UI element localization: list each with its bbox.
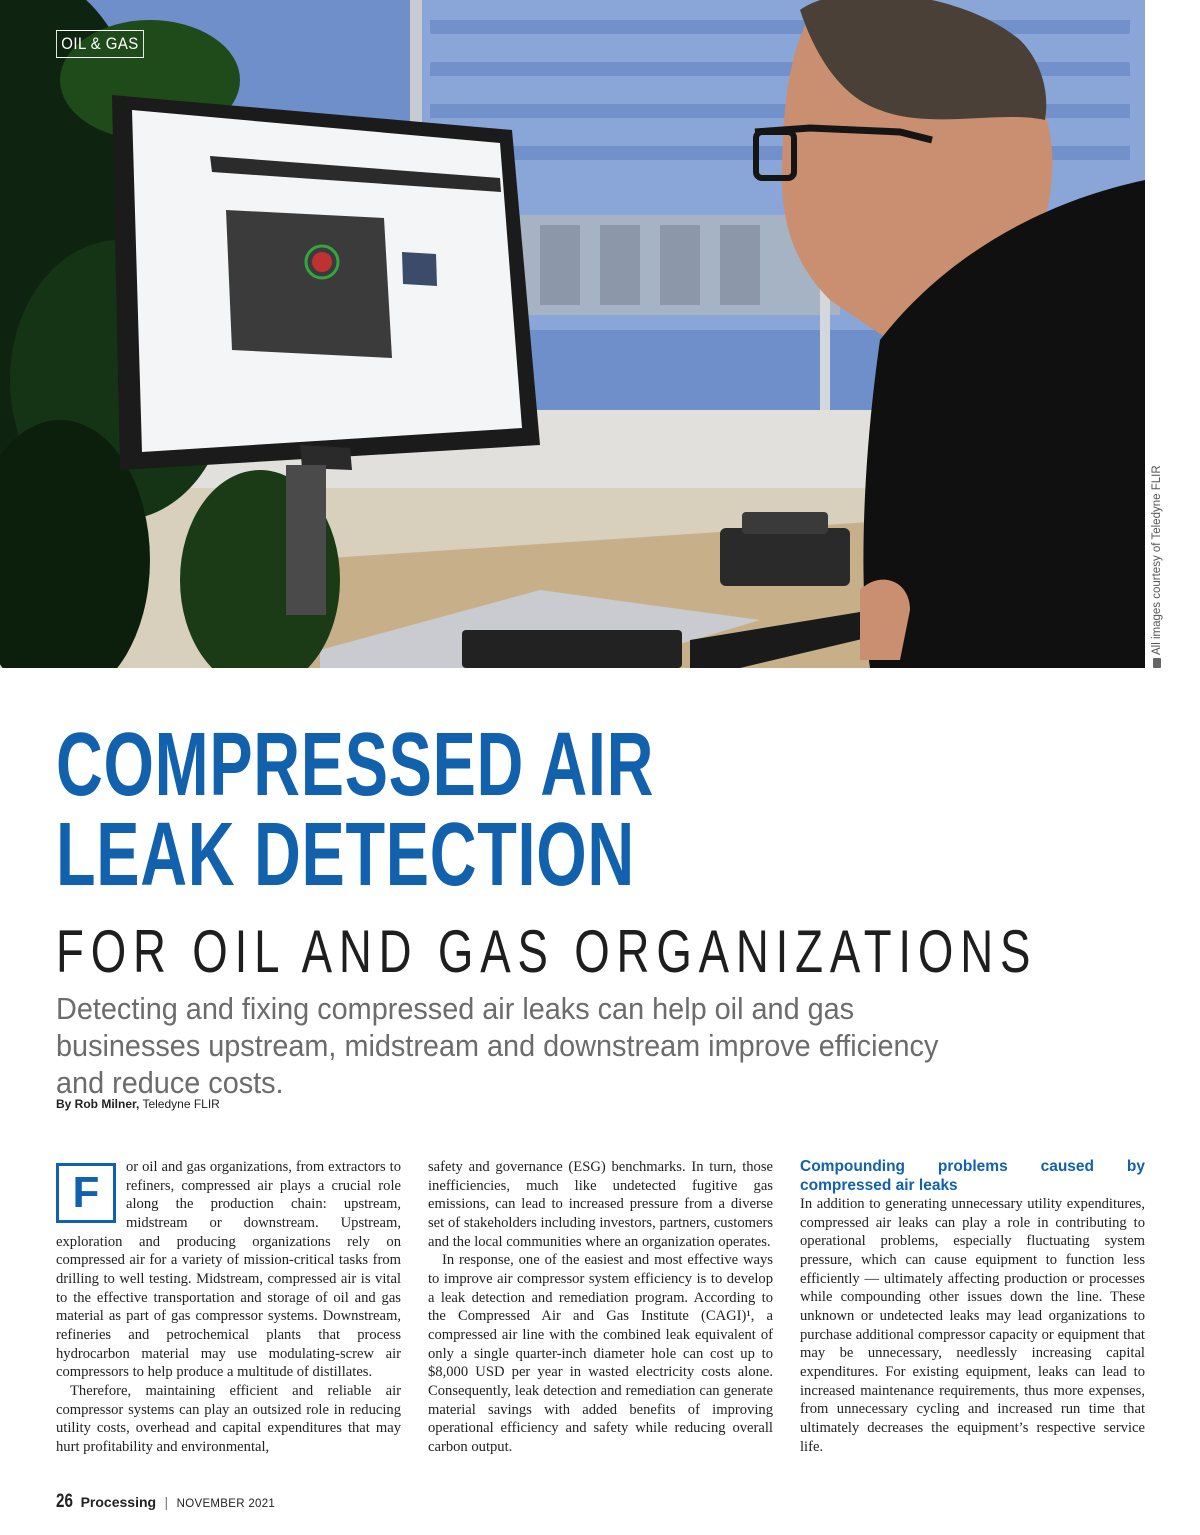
col1-paragraph-2: Therefore, maintaining efficient and reliable air compressor systems can play an outsized role in reducing utility costs, overhead and capital expenditures that may hurt profitability and environmental, [56, 1382, 401, 1455]
issue-date: NOVEMBER 2021 [176, 1498, 276, 1510]
office-scene-illustration [0, 0, 1145, 668]
byline-company: Teledyne FLIR [142, 1097, 220, 1111]
byline [56, 1097, 220, 1111]
col2-paragraph-1: safety and governance (ESG) benchmarks. In turn, those inefficiencies, much like undetected fugitive gas emissions, can lead to increased pressure from a diverse set of stakeholders including investors, partners, customers and the local communities where an organization operates. [428, 1159, 773, 1250]
section-heading: Compounding problems caused by compressed air leaks [800, 1158, 1145, 1194]
body-column-1 [56, 1158, 401, 1457]
headline-line-1: COMPRESSED AIR [56, 715, 655, 815]
page-folio [56, 1491, 275, 1513]
deck: Detecting and fixing compressed air leaks can help oil and gas businesses upstream, midstream and downstream improve efficiency and reduce costs. [56, 991, 939, 1100]
col2-paragraph-2: In response, one of the easiest and most effective ways to improve air compressor system efficiency is to develop a leak detection and remediation program. According to the Compressed Air and Gas Institute (CAGI)¹, a compressed air line with the combined leak equivalent of only a single quarter-inch diameter hole can cost up to $8,000 USD per year in wasted electricity costs alone. Consequently, leak detection and remediation can generate material savings with added benefits of improving operational efficiency and safety while reducing overall carbon output. [428, 1252, 773, 1455]
body-column-3 [800, 1158, 1145, 1456]
col1-paragraph-1: or oil and gas organizations, from extractors to refiners, compressed air plays a crucial role along the production chain: upstream, midstream or downstream. Upstream, exploration and producing organizations rely on compressed air for a variety of mission-critical tasks from drilling to well testing. Midstream, compressed air is vital to the effective transportation and storage of oil and gas material as part of gas compressor systems. Downstream, refineries and petrochemical plants that process hydrocarbon material may use modulating-screw air compressors to help produce a multitude of distillates. [56, 1159, 401, 1381]
dropcap: F [56, 1163, 116, 1223]
camera-icon [1153, 658, 1161, 668]
byline-author: By Rob Milner, [56, 1097, 140, 1111]
magazine-name: Processing [80, 1494, 157, 1510]
photo-credit-text: All images courtesy of Teledyne FLIR [1151, 465, 1163, 655]
hero-photo [0, 0, 1145, 668]
col3-paragraph-1: In addition to generating unnecessary utility expenditures, compressed air leaks can play a role in contributing to operational problems, especially fluctuating system pressure, which can cause equipment to function less efficiently — ultimately affecting production or processes while compounding other issues down the line. These unknown or undetected leaks may lead organizations to purchase additional compressor capacity or equipment that may be unnecessary, needlessly increasing capital expenditures. For existing equipment, leaks can lead to increased maintenance requirements, thus more expenses, from unnecessary cycling and increased run time that ultimately decreases the equipment’s respective service life. [800, 1196, 1145, 1455]
page-number: 26 [56, 1491, 73, 1512]
folio-separator: | [164, 1494, 169, 1510]
headline-line-2: LEAK DETECTION [56, 805, 635, 905]
headline-subtitle: FOR OIL AND GAS ORGANIZATIONS [56, 918, 1038, 985]
photo-credit [1148, 465, 1166, 668]
headline [56, 715, 655, 905]
body-column-2 [428, 1158, 773, 1457]
section-tag: OIL & GAS [56, 30, 144, 58]
